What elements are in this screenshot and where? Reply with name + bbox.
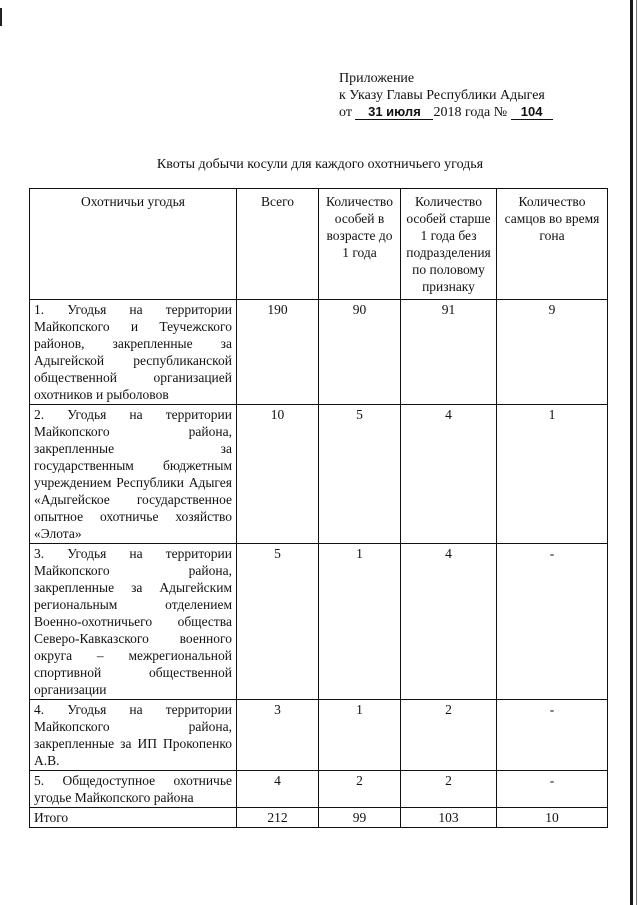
row-under-1: 1: [319, 700, 401, 771]
table-totals-row: [30, 808, 608, 828]
scan-artifact-mark: [0, 8, 2, 26]
row-over-1: 91: [401, 300, 497, 405]
table-row: [30, 544, 608, 700]
table-row: [30, 771, 608, 808]
row-name: 3. Угодья на территории Майкопского района, закрепленные за Адыгейским региональным отделением Военно-охотничьего общества Северо-Кавказского военного округа – межрегиональной спортивной общественной организации: [30, 544, 237, 700]
decree-number: 104: [511, 104, 553, 120]
row-males: 9: [497, 300, 608, 405]
scan-edge-border: [630, 0, 633, 905]
row-males: 1: [497, 405, 608, 544]
scan-edge-line: [636, 0, 637, 905]
row-under-1: 2: [319, 771, 401, 808]
appendix-block: [339, 70, 553, 121]
row-total: 3: [237, 700, 319, 771]
row-name: 1. Угодья на территории Майкопского и Теучежского районов, закрепленные за Адыгейской республиканской общественной организацией охотников и рыболовов: [30, 300, 237, 405]
totals-total: 212: [237, 808, 319, 828]
document-title: Квоты добычи косули для каждого охотничьего угодья: [156, 157, 484, 172]
totals-over-1: 103: [401, 808, 497, 828]
decree-date: 31 июля: [355, 104, 433, 120]
row-total: 4: [237, 771, 319, 808]
row-males: -: [497, 544, 608, 700]
table-row: [30, 300, 608, 405]
row-name: 4. Угодья на территории Майкопского района, закрепленные за ИП Прокопенко А.В.: [30, 700, 237, 771]
totals-under-1: 99: [319, 808, 401, 828]
header-total: Всего: [237, 189, 319, 300]
date-prefix: от: [339, 105, 352, 120]
quota-table: [29, 188, 608, 828]
row-males: -: [497, 771, 608, 808]
row-name: 5. Общедоступное охотничье угодье Майкопского района: [30, 771, 237, 808]
row-under-1: 90: [319, 300, 401, 405]
row-total: 5: [237, 544, 319, 700]
row-over-1: 2: [401, 771, 497, 808]
table-row: [30, 405, 608, 544]
year-text: 2018 года №: [433, 105, 508, 120]
header-hunting-grounds: Охотничьи угодья: [30, 189, 237, 300]
row-over-1: 2: [401, 700, 497, 771]
row-under-1: 5: [319, 405, 401, 544]
row-name: 2. Угодья на территории Майкопского района, закрепленные за государственным бюджетным учреждением Республики Адыгея «Адыгейское государственное опытное охотничье хозяйство «Элота»: [30, 405, 237, 544]
table-row: [30, 700, 608, 771]
row-under-1: 1: [319, 544, 401, 700]
totals-males: 10: [497, 808, 608, 828]
row-over-1: 4: [401, 544, 497, 700]
header-under-1-year: Количество особей в возрасте до 1 года: [319, 189, 401, 300]
row-total: 10: [237, 405, 319, 544]
header-over-1-year: Количество особей старше 1 года без подразделения по половому признаку: [401, 189, 497, 300]
header-males-rut: Количество самцов во время гона: [497, 189, 608, 300]
appendix-title: Приложение: [339, 71, 415, 86]
appendix-date-line: [339, 104, 553, 121]
appendix-decree-ref: к Указу Главы Республики Адыгея: [339, 88, 545, 103]
row-over-1: 4: [401, 405, 497, 544]
row-males: -: [497, 700, 608, 771]
table-header-row: [30, 189, 608, 300]
totals-label: Итого: [30, 808, 237, 828]
row-total: 190: [237, 300, 319, 405]
